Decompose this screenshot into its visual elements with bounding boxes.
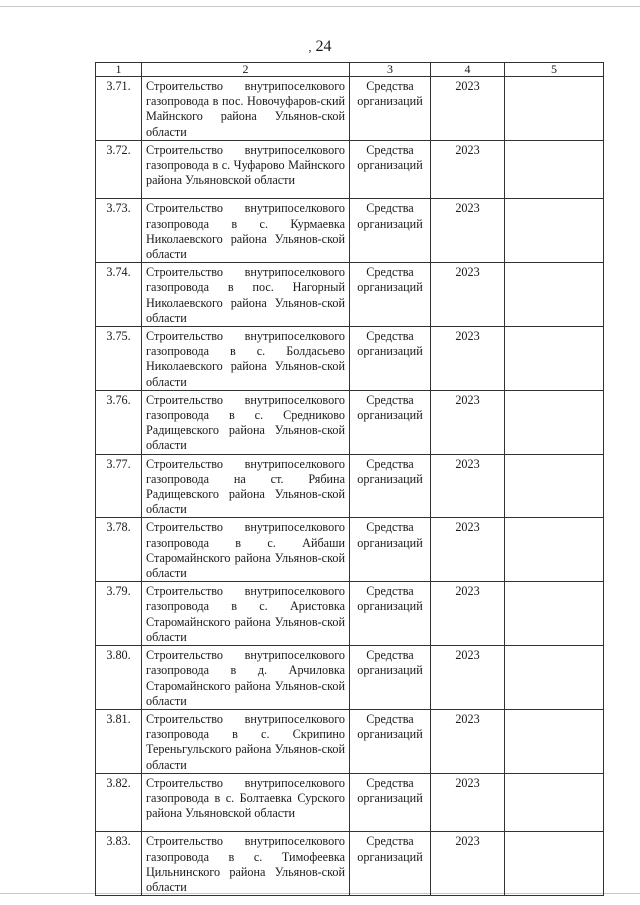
row-year: 2023 bbox=[431, 199, 505, 263]
row-funding-source: Средства организаций bbox=[350, 199, 431, 263]
header-row bbox=[96, 63, 604, 77]
row-description: Строительство внутрипоселкового газопровода в с. Средниково Радищевского района Ульянов-ской области bbox=[142, 390, 350, 454]
table-row bbox=[96, 77, 604, 141]
row-funding-source: Средства организаций bbox=[350, 518, 431, 582]
table-row bbox=[96, 773, 604, 832]
row-year: 2023 bbox=[431, 709, 505, 773]
row-note bbox=[505, 454, 604, 518]
row-note bbox=[505, 832, 604, 896]
row-funding-source: Средства организаций bbox=[350, 582, 431, 646]
row-note bbox=[505, 773, 604, 832]
row-year: 2023 bbox=[431, 454, 505, 518]
table-row bbox=[96, 199, 604, 263]
row-note bbox=[505, 199, 604, 263]
table-row bbox=[96, 454, 604, 518]
table-row bbox=[96, 263, 604, 327]
row-number: 3.79. bbox=[96, 582, 142, 646]
page-number-value: 24 bbox=[315, 38, 332, 55]
row-description: Строительство внутрипоселкового газопровода в с. Скрипино Тереньгульского района Ульянов-ской области bbox=[142, 709, 350, 773]
row-note bbox=[505, 582, 604, 646]
row-funding-source: Средства организаций bbox=[350, 646, 431, 710]
gas-pipeline-table bbox=[95, 62, 604, 896]
row-number: 3.74. bbox=[96, 263, 142, 327]
row-year: 2023 bbox=[431, 140, 505, 199]
table-row bbox=[96, 582, 604, 646]
row-note bbox=[505, 263, 604, 327]
row-funding-source: Средства организаций bbox=[350, 454, 431, 518]
header-col-3: 3 bbox=[350, 63, 431, 77]
row-description: Строительство внутрипоселкового газопровода в пос. Новочуфаров-ский Майнского района Ульянов-ской области bbox=[142, 77, 350, 141]
table-row bbox=[96, 140, 604, 199]
row-number: 3.81. bbox=[96, 709, 142, 773]
row-funding-source: Средства организаций bbox=[350, 140, 431, 199]
row-year: 2023 bbox=[431, 390, 505, 454]
row-year: 2023 bbox=[431, 773, 505, 832]
row-description: Строительство внутрипоселкового газопровода на ст. Рябина Радищевского района Ульянов-ской области bbox=[142, 454, 350, 518]
page-number bbox=[0, 38, 640, 56]
row-number: 3.73. bbox=[96, 199, 142, 263]
header-col-4: 4 bbox=[431, 63, 505, 77]
table-row bbox=[96, 390, 604, 454]
row-year: 2023 bbox=[431, 832, 505, 896]
table-row bbox=[96, 646, 604, 710]
row-number: 3.80. bbox=[96, 646, 142, 710]
header-col-2: 2 bbox=[142, 63, 350, 77]
row-description: Строительство внутрипоселкового газопровода в с. Болдасьево Николаевского района Ульянов-ской области bbox=[142, 327, 350, 391]
row-note bbox=[505, 390, 604, 454]
row-funding-source: Средства организаций bbox=[350, 77, 431, 141]
row-note bbox=[505, 518, 604, 582]
row-description: Строительство внутрипоселкового газопровода в с. Айбаши Старомайнского района Ульянов-ской области bbox=[142, 518, 350, 582]
row-number: 3.75. bbox=[96, 327, 142, 391]
row-year: 2023 bbox=[431, 646, 505, 710]
row-funding-source: Средства организаций bbox=[350, 832, 431, 896]
row-number: 3.83. bbox=[96, 832, 142, 896]
row-year: 2023 bbox=[431, 518, 505, 582]
row-funding-source: Средства организаций bbox=[350, 327, 431, 391]
row-year: 2023 bbox=[431, 77, 505, 141]
row-note bbox=[505, 709, 604, 773]
page-mark: , bbox=[308, 40, 312, 54]
row-funding-source: Средства организаций bbox=[350, 709, 431, 773]
row-number: 3.82. bbox=[96, 773, 142, 832]
row-year: 2023 bbox=[431, 582, 505, 646]
row-description: Строительство внутрипоселкового газопровода в с. Тимофеевка Цильнинского района Ульянов-ской области bbox=[142, 832, 350, 896]
row-number: 3.71. bbox=[96, 77, 142, 141]
row-description: Строительство внутрипоселкового газопровода в с. Курмаевка Николаевского района Ульянов-ской области bbox=[142, 199, 350, 263]
table-row bbox=[96, 518, 604, 582]
row-description: Строительство внутрипоселкового газопровода в д. Арчиловка Старомайнского района Ульянов-ской области bbox=[142, 646, 350, 710]
row-description: Строительство внутрипоселкового газопровода в с. Болтаевка Сурского района Ульяновской области bbox=[142, 773, 350, 832]
row-funding-source: Средства организаций bbox=[350, 263, 431, 327]
row-number: 3.76. bbox=[96, 390, 142, 454]
table-row bbox=[96, 327, 604, 391]
row-note bbox=[505, 77, 604, 141]
row-note bbox=[505, 140, 604, 199]
table-row bbox=[96, 709, 604, 773]
row-number: 3.72. bbox=[96, 140, 142, 199]
row-description: Строительство внутрипоселкового газопровода в с. Чуфарово Майнского района Ульяновской области bbox=[142, 140, 350, 199]
row-year: 2023 bbox=[431, 263, 505, 327]
row-year: 2023 bbox=[431, 327, 505, 391]
table-row bbox=[96, 832, 604, 896]
row-note bbox=[505, 646, 604, 710]
scan-edge-top bbox=[0, 6, 640, 7]
row-description: Строительство внутрипоселкового газопровода в с. Аристовка Старомайнского района Ульянов-ской области bbox=[142, 582, 350, 646]
row-number: 3.78. bbox=[96, 518, 142, 582]
header-col-5: 5 bbox=[505, 63, 604, 77]
row-note bbox=[505, 327, 604, 391]
row-funding-source: Средства организаций bbox=[350, 390, 431, 454]
row-number: 3.77. bbox=[96, 454, 142, 518]
row-funding-source: Средства организаций bbox=[350, 773, 431, 832]
row-description: Строительство внутрипоселкового газопровода в пос. Нагорный Николаевского района Ульянов-ской области bbox=[142, 263, 350, 327]
header-col-1: 1 bbox=[96, 63, 142, 77]
